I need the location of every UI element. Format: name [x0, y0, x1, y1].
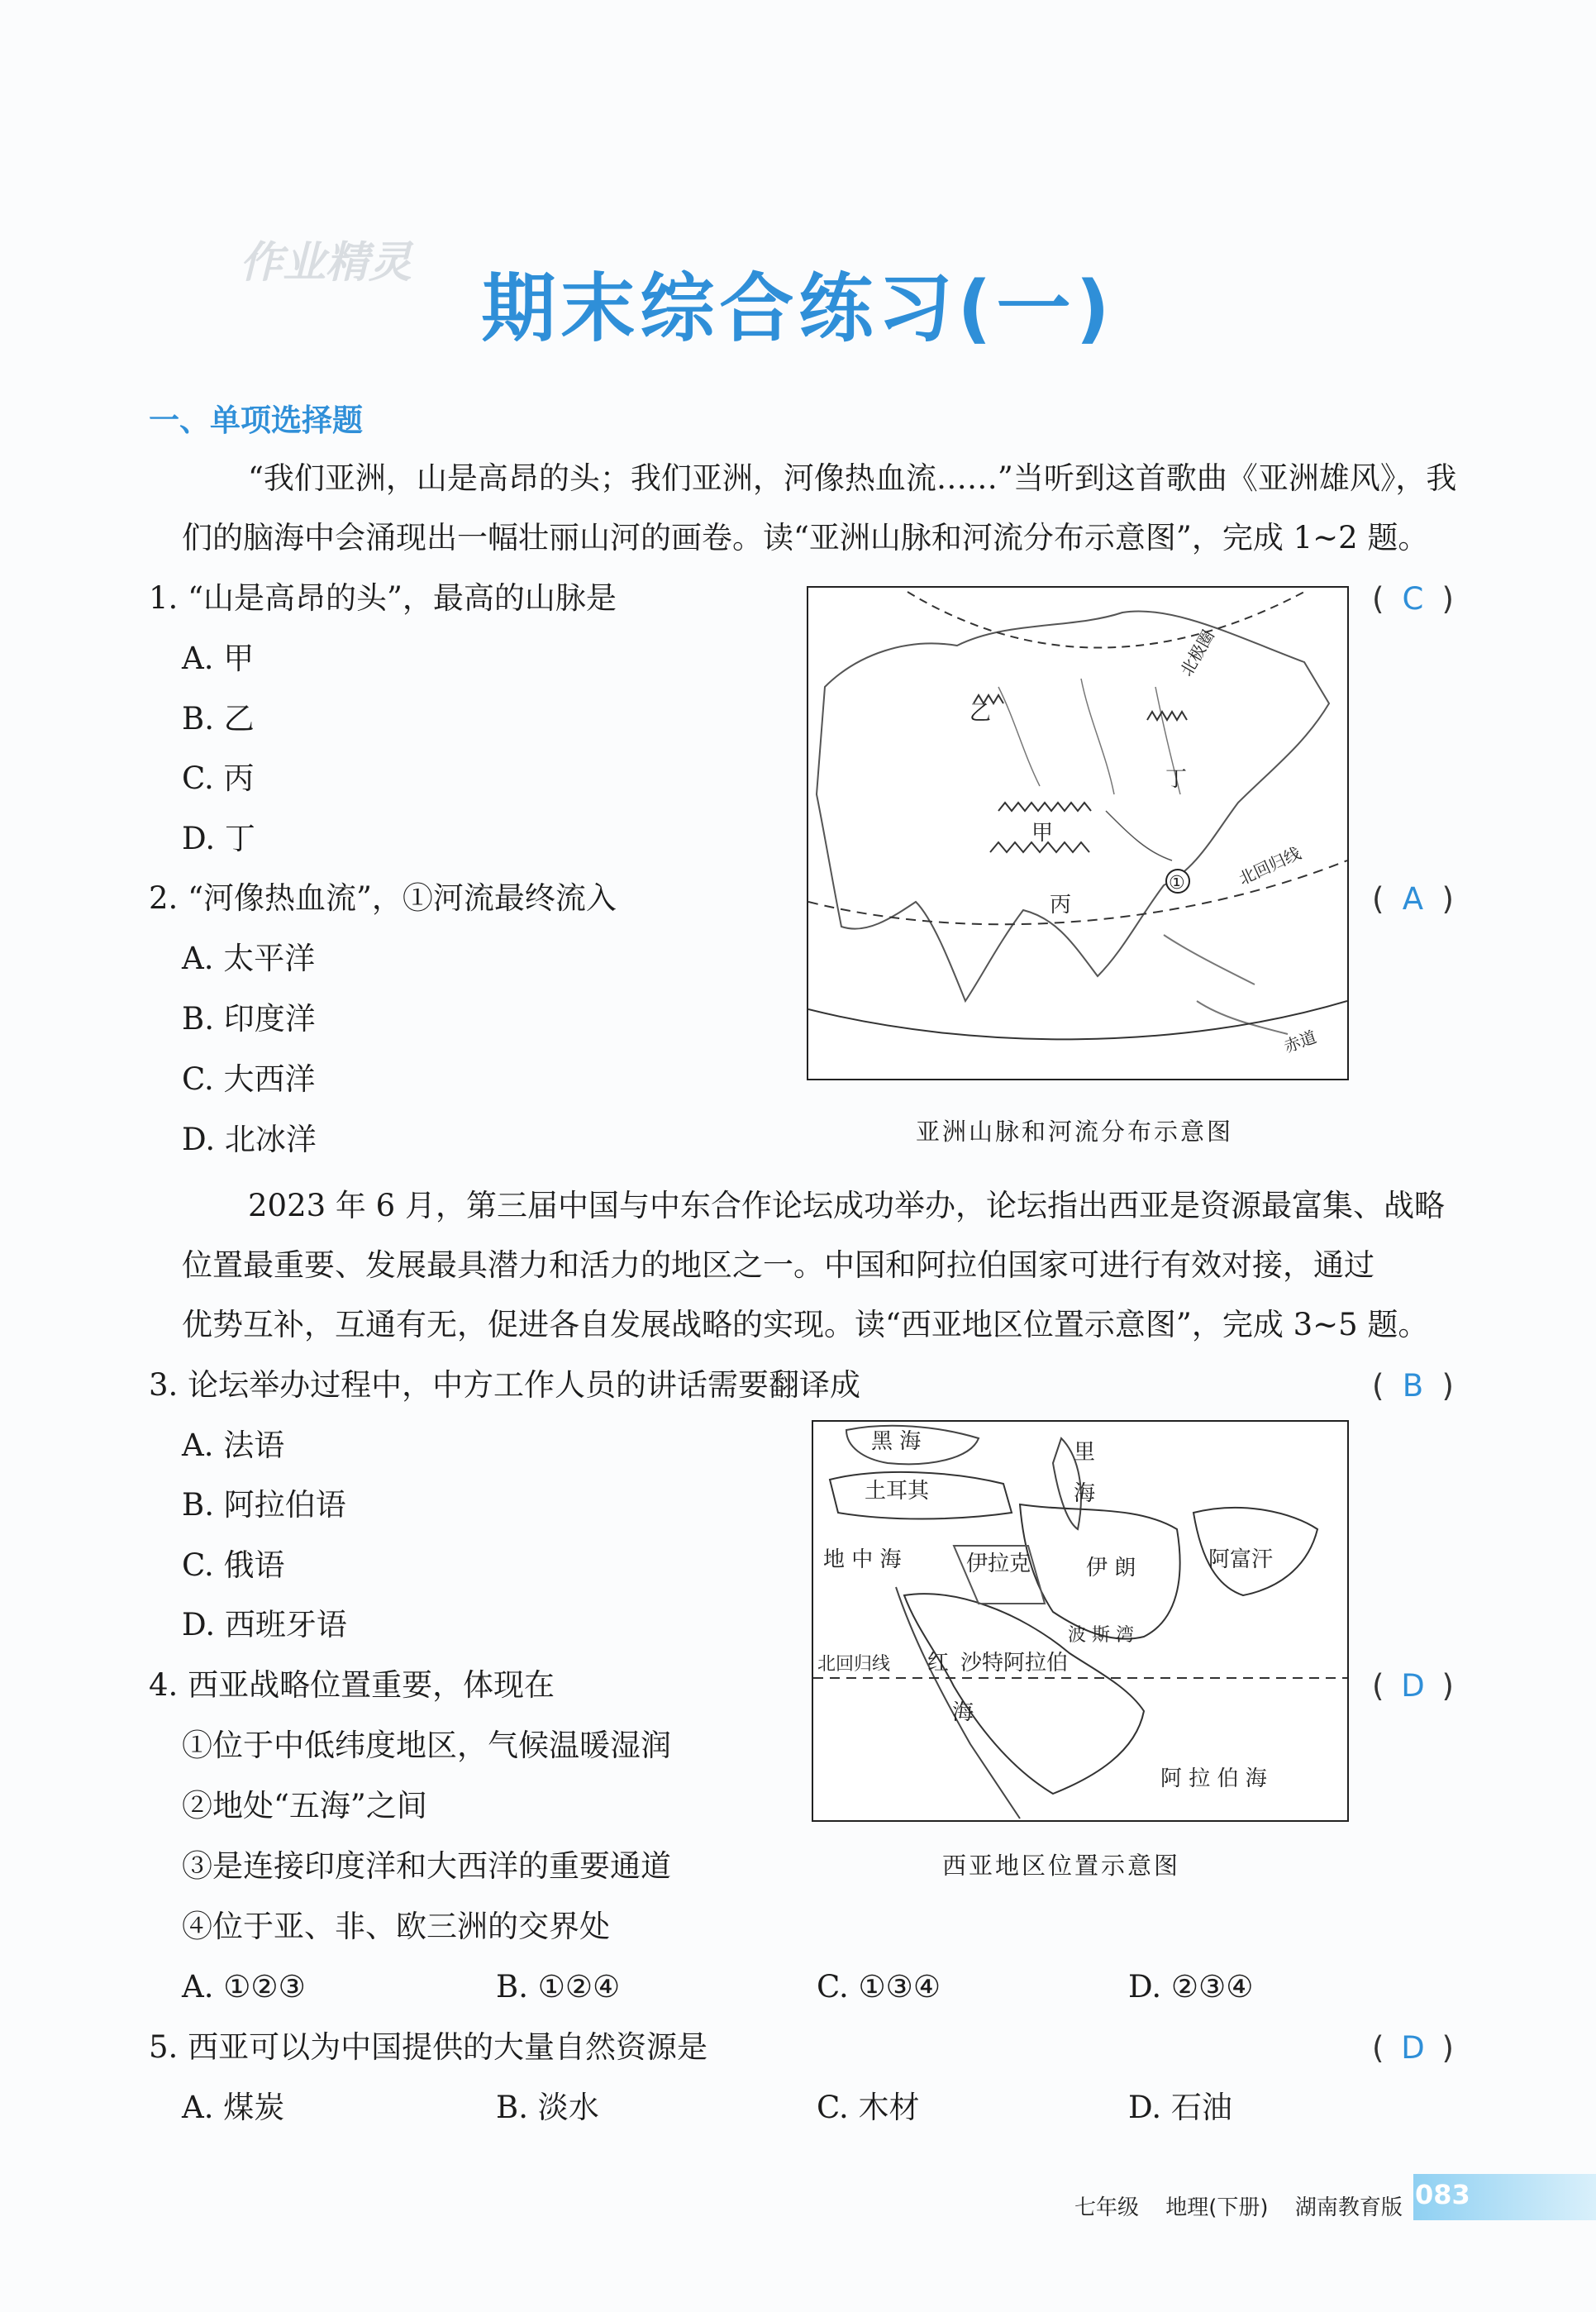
q4-statement-1: ①位于中低纬度地区，气候温暖湿润 — [182, 1728, 671, 1763]
wa-label-med: 地 中 海 — [823, 1547, 902, 1572]
q2-option-c: C. 大西洋 — [182, 1061, 316, 1097]
watermark-logo: 作业精灵 — [240, 238, 412, 288]
q3-stem: 3. 论坛举办过程中，中方工作人员的讲话需要翻译成 — [149, 1367, 861, 1403]
west-asia-map — [812, 1420, 1349, 1822]
q5-option-c: C. 木材 — [817, 2090, 920, 2125]
q2-option-b: B. 印度洋 — [182, 1001, 316, 1037]
section-heading: 一、单项选择题 — [149, 403, 363, 438]
q3-answer-letter: B — [1402, 1368, 1424, 1404]
q3-option-d: D. 西班牙语 — [182, 1607, 347, 1642]
q4-statement-4: ④位于亚、非、欧三洲的交界处 — [182, 1909, 610, 1944]
asia-label-tropic: 北回归线 — [1235, 842, 1304, 889]
wa-label-black-sea: 黑 海 — [871, 1429, 922, 1454]
passage2-line3: 优势互补，互通有无，促进各自发展战略的实现。读“西亚地区位置示意图”，完成 3~5 题。 — [182, 1307, 1429, 1342]
passage2-line2: 位置最重要、发展最具潜力和活力的地区之一。中国和阿拉伯国家可进行有效对接，通过 — [182, 1247, 1374, 1283]
page-number: 083 — [1415, 2179, 1470, 2210]
q3-option-b: B. 阿拉伯语 — [182, 1487, 346, 1523]
q3-option-a: A. 法语 — [182, 1428, 285, 1463]
asia-label-river: ① — [1169, 873, 1185, 894]
q2-stem: 2. “河像热血流”，①河流最终流入 — [149, 880, 617, 916]
footer-subject: 地理(下册) — [1165, 2195, 1269, 2220]
q4-option-a: A. ①②③ — [182, 1969, 306, 2005]
asia-label-arctic: 北极圈 — [1176, 627, 1218, 679]
asia-map-drawing — [808, 588, 1347, 1079]
q4-answer-letter: D — [1401, 1668, 1425, 1704]
q5-option-d: D. 石油 — [1128, 2090, 1232, 2125]
q5-stem: 5. 西亚可以为中国提供的大量自然资源是 — [149, 2029, 708, 2065]
q2-option-a: A. 太平洋 — [182, 941, 316, 976]
q2-option-d: D. 北冰洋 — [182, 1122, 317, 1157]
wa-label-caspian-2: 海 — [1074, 1481, 1096, 1506]
q2-answer: ( A ) — [1372, 881, 1454, 917]
asia-label-jia: 甲 — [1031, 821, 1054, 846]
q1-answer-letter: C — [1402, 581, 1424, 617]
west-asia-map-caption: 西亚地区位置示意图 — [942, 1852, 1181, 1880]
wa-label-tropic: 北回归线 — [817, 1654, 891, 1675]
q4-statement-2: ②地处“五海”之间 — [182, 1788, 427, 1823]
wa-label-iraq: 伊拉克 — [966, 1552, 1031, 1576]
q3-answer: ( B ) — [1372, 1368, 1454, 1404]
wa-label-turkey: 土耳其 — [865, 1479, 930, 1504]
passage2-line1: 2023 年 6 月，第三届中国与中东合作论坛成功举办，论坛指出西亚是资源最富集、战略 — [248, 1188, 1445, 1223]
asia-label-equator: 赤道 — [1281, 1027, 1319, 1057]
asia-label-ding: 丁 — [1165, 767, 1188, 792]
q4-option-c: C. ①③④ — [817, 1969, 941, 2005]
page-title: 期末综合练习(一) — [481, 265, 1115, 352]
wa-label-caspian-1: 里 — [1074, 1440, 1096, 1465]
q4-statement-3: ③是连接印度洋和大西洋的重要通道 — [182, 1848, 671, 1884]
asia-map-caption: 亚洲山脉和河流分布示意图 — [916, 1118, 1234, 1146]
west-asia-map-drawing — [813, 1422, 1347, 1820]
passage1-line1: “我们亚洲，山是高昂的头；我们亚洲，河像热血流……”当听到这首歌曲《亚洲雄风》，我 — [248, 460, 1457, 496]
q3-option-c: C. 俄语 — [182, 1547, 285, 1583]
asia-label-yi: 乙 — [970, 701, 992, 726]
q5-answer: ( D ) — [1372, 2030, 1454, 2066]
q4-answer: ( D ) — [1372, 1668, 1454, 1704]
asia-map — [807, 586, 1349, 1080]
wa-label-iran: 伊 朗 — [1086, 1556, 1136, 1580]
q1-answer: ( C ) — [1372, 581, 1454, 617]
footer-grade: 七年级 — [1074, 2195, 1140, 2220]
footer — [1074, 2190, 1422, 2221]
wa-label-saudi: 沙特阿拉伯 — [960, 1651, 1069, 1676]
q1-stem: 1. “山是高昂的头”，最高的山脉是 — [149, 580, 617, 616]
q1-option-d: D. 丁 — [182, 821, 255, 856]
wa-label-afghan: 阿富汗 — [1208, 1547, 1274, 1572]
q5-answer-letter: D — [1401, 2030, 1425, 2066]
wa-label-red-1: 红 — [927, 1651, 950, 1676]
wa-label-red-2: 海 — [952, 1700, 974, 1725]
footer-publisher: 湖南教育版 — [1294, 2195, 1403, 2220]
q1-option-a: A. 甲 — [182, 641, 255, 676]
q2-answer-letter: A — [1402, 881, 1424, 917]
q5-option-a: A. 煤炭 — [182, 2090, 285, 2125]
q5-option-b: B. 淡水 — [496, 2090, 599, 2125]
wa-label-gulf: 波 斯 湾 — [1068, 1625, 1134, 1646]
q4-stem: 4. 西亚战略位置重要，体现在 — [149, 1667, 555, 1703]
q1-option-b: B. 乙 — [182, 701, 255, 737]
wa-label-arabian-sea: 阿 拉 伯 海 — [1160, 1766, 1267, 1791]
q1-option-c: C. 丙 — [182, 760, 255, 796]
q4-option-b: B. ①②④ — [496, 1969, 621, 2005]
q4-option-d: D. ②③④ — [1128, 1969, 1254, 2005]
asia-label-bing: 丙 — [1050, 893, 1072, 918]
passage1-line2: 们的脑海中会涌现出一幅壮丽山河的画卷。读“亚洲山脉和河流分布示意图”，完成 1~2 题。 — [182, 520, 1429, 555]
